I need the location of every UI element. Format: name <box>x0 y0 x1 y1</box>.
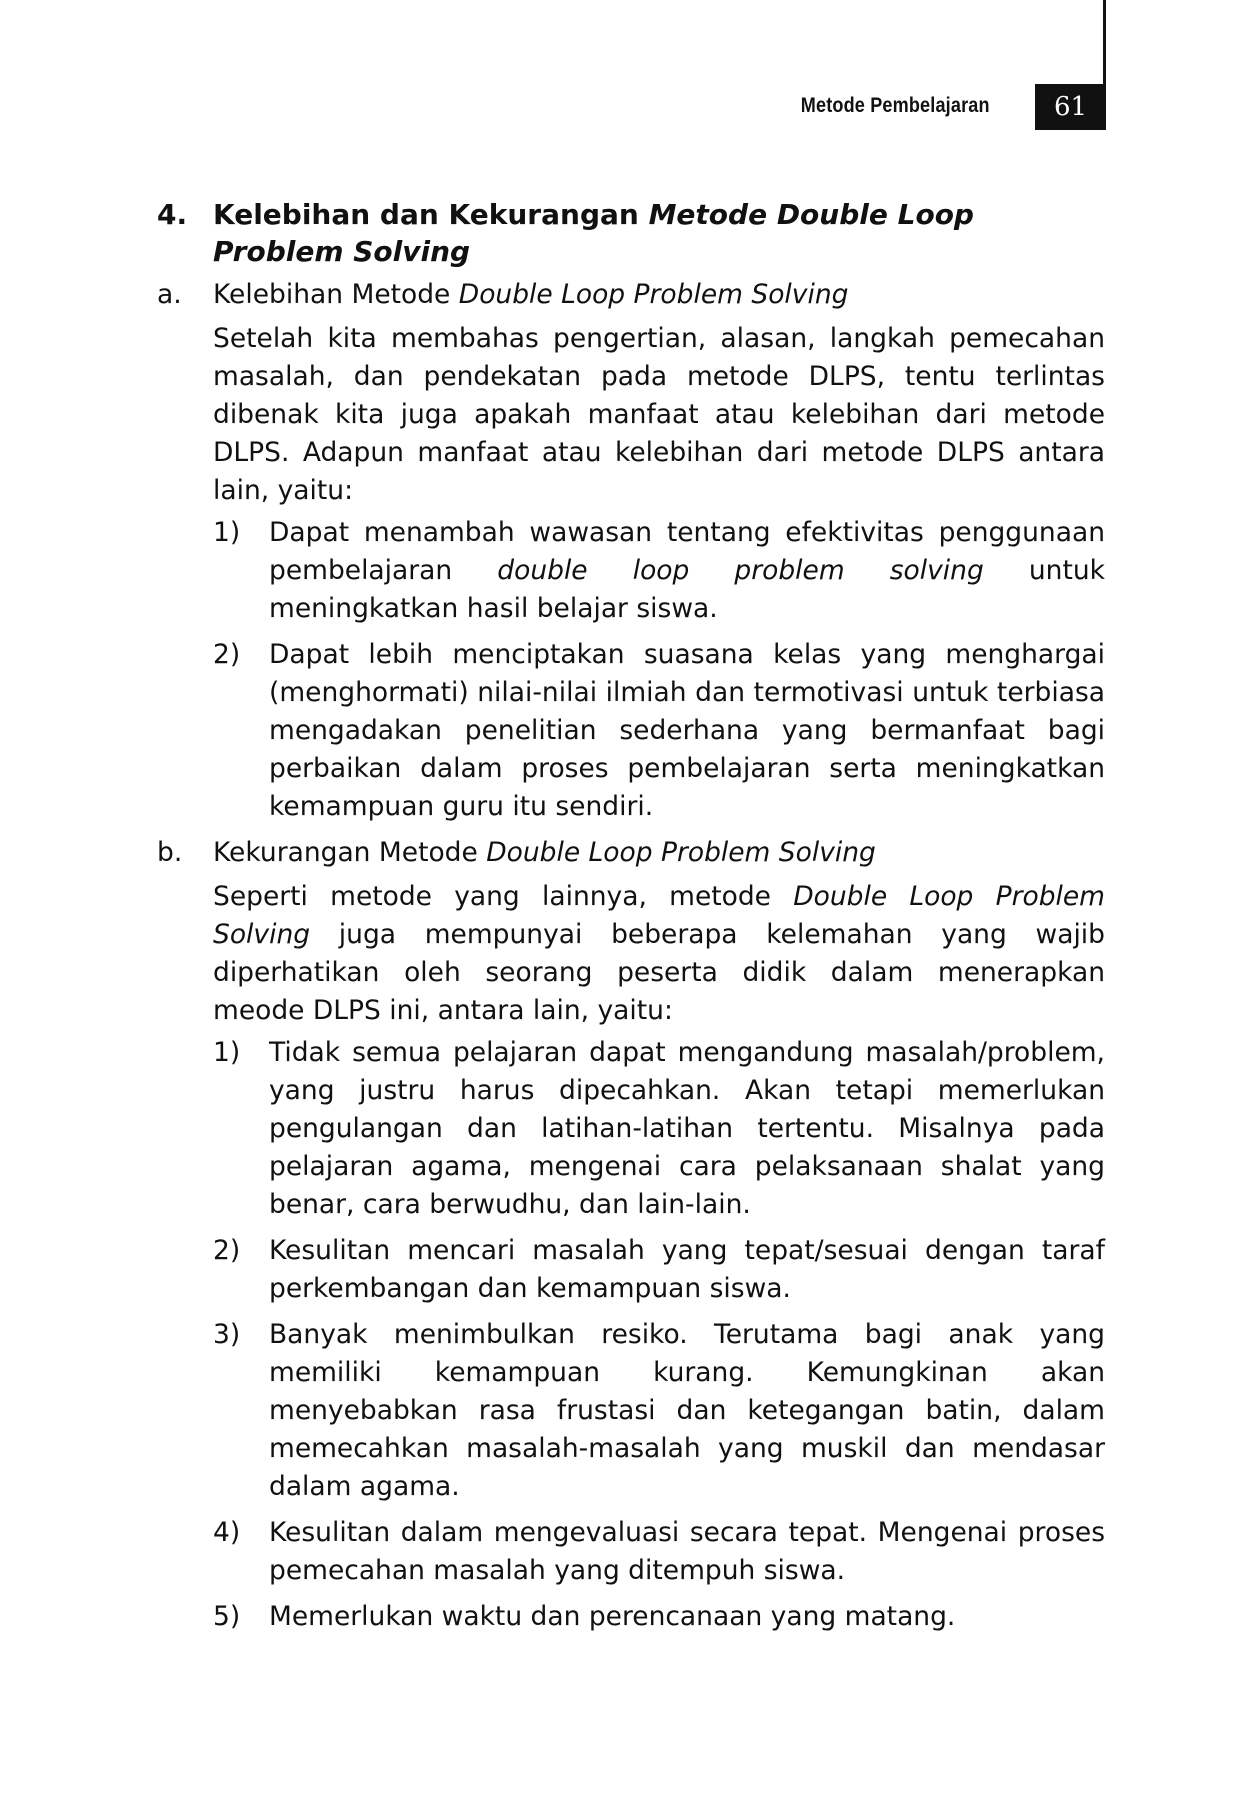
list-item-text: Kesulitan mencari masalah yang tepat/sesuai dengan taraf perkembangan dan kemampuan siswa. <box>269 1235 1105 1304</box>
advantages-heading <box>157 276 1105 314</box>
list-item <box>213 1598 1105 1636</box>
disadvantages-heading <box>157 834 1105 872</box>
section-title <box>213 196 1105 270</box>
list-item-number: 1) <box>213 517 241 548</box>
list-item-number: 3) <box>213 1319 241 1350</box>
disadvantages-list <box>213 1034 1105 1636</box>
disadvantages-label: b. <box>157 837 183 868</box>
list-item-number: 1) <box>213 1037 241 1068</box>
list-item-text: Memerlukan waktu dan perencanaan yang matang. <box>269 1601 956 1632</box>
section-heading <box>157 196 1105 270</box>
list-item <box>213 1232 1105 1308</box>
list-item-text: Kesulitan dalam mengevaluasi secara tepat. Mengenai proses pemecahan masalah yang ditempuh siswa. <box>269 1517 1105 1586</box>
advantages-list <box>213 514 1105 826</box>
running-title: Metode Pembelajaran <box>801 94 990 117</box>
disadvantages-intro-after: juga mempunyai beberapa kelemahan yang wajib diperhatikan oleh seorang peserta didik dalam menerapkan meode DLPS ini, antara lain, yaitu: <box>213 919 1105 1026</box>
advantages-title-plain: Kelebihan Metode <box>213 279 459 310</box>
list-item <box>213 1514 1105 1590</box>
list-item-text-italic: double loop problem solving <box>497 555 984 586</box>
disadvantages-title-italic: Double Loop Problem Solving <box>486 837 876 868</box>
list-item-text-after: untuk meningkatkan hasil belajar siswa. <box>269 555 1105 624</box>
list-item <box>213 1034 1105 1224</box>
page-number: 61 <box>1035 84 1106 130</box>
page-content <box>157 196 1105 1644</box>
section-title-plain: Kelebihan dan Kekurangan <box>213 198 649 231</box>
list-item <box>213 514 1105 628</box>
list-item <box>213 636 1105 826</box>
advantages-intro: Setelah kita membahas pengertian, alasan, langkah pemecahan masalah, dan pendekatan pada metode DLPS, tentu terlintas dibenak kita juga apakah manfaat atau kelebihan dari metode DLPS. Adapun manfaat atau kelebihan dari metode DLPS antara lain, yaitu: <box>213 323 1105 506</box>
advantages-title <box>213 276 1105 314</box>
disadvantages-title-plain: Kekurangan Metode <box>213 837 487 868</box>
list-item-text <box>269 514 1105 628</box>
list-item-number: 5) <box>213 1601 241 1632</box>
disadvantages-title <box>213 834 1105 872</box>
advantages-title-italic: Double Loop Problem Solving <box>458 279 849 310</box>
disadvantages-intro-italic: Double Loop Problem Solving <box>213 881 1105 950</box>
list-item-number: 4) <box>213 1517 241 1548</box>
advantages-label: a. <box>157 279 182 310</box>
section-number: 4. <box>157 198 188 231</box>
list-item <box>213 1316 1105 1506</box>
list-item-number: 2) <box>213 1235 241 1266</box>
list-item-text: Dapat lebih menciptakan suasana kelas yang menghargai (menghormati) nilai-nilai ilmiah dan termotivasi untuk terbiasa mengadakan penelitian sederhana yang bermanfaat bagi perbaikan dalam proses pembelajaran serta meningkatkan kemampuan guru itu sendiri. <box>269 639 1105 822</box>
list-item-text-before: Dapat menambah wawasan tentang efektivitas penggunaan pembelajaran <box>269 517 1105 586</box>
list-item-number: 2) <box>213 639 241 670</box>
section-title-italic: Metode Double Loop Problem Solving <box>213 198 974 268</box>
list-item-text: Banyak menimbulkan resiko. Terutama bagi anak yang memiliki kemampuan kurang. Kemungkinan akan menyebabkan rasa frustasi dan ketegangan batin, dalam memecahkan masalah-masalah yang muskil dan mendasar dalam agama. <box>269 1319 1105 1502</box>
list-item-text: Tidak semua pelajaran dapat mengandung masalah/problem, yang justru harus dipecahkan. Akan tetapi memerlukan pengulangan dan latihan-latihan tertentu. Misalnya pada pelajaran agama, mengenai cara pelaksanaan shalat yang benar, cara berwudhu, dan lain-lain. <box>269 1037 1105 1220</box>
disadvantages-intro <box>213 878 1105 1030</box>
disadvantages-intro-before: Seperti metode yang lainnya, metode <box>213 881 794 912</box>
